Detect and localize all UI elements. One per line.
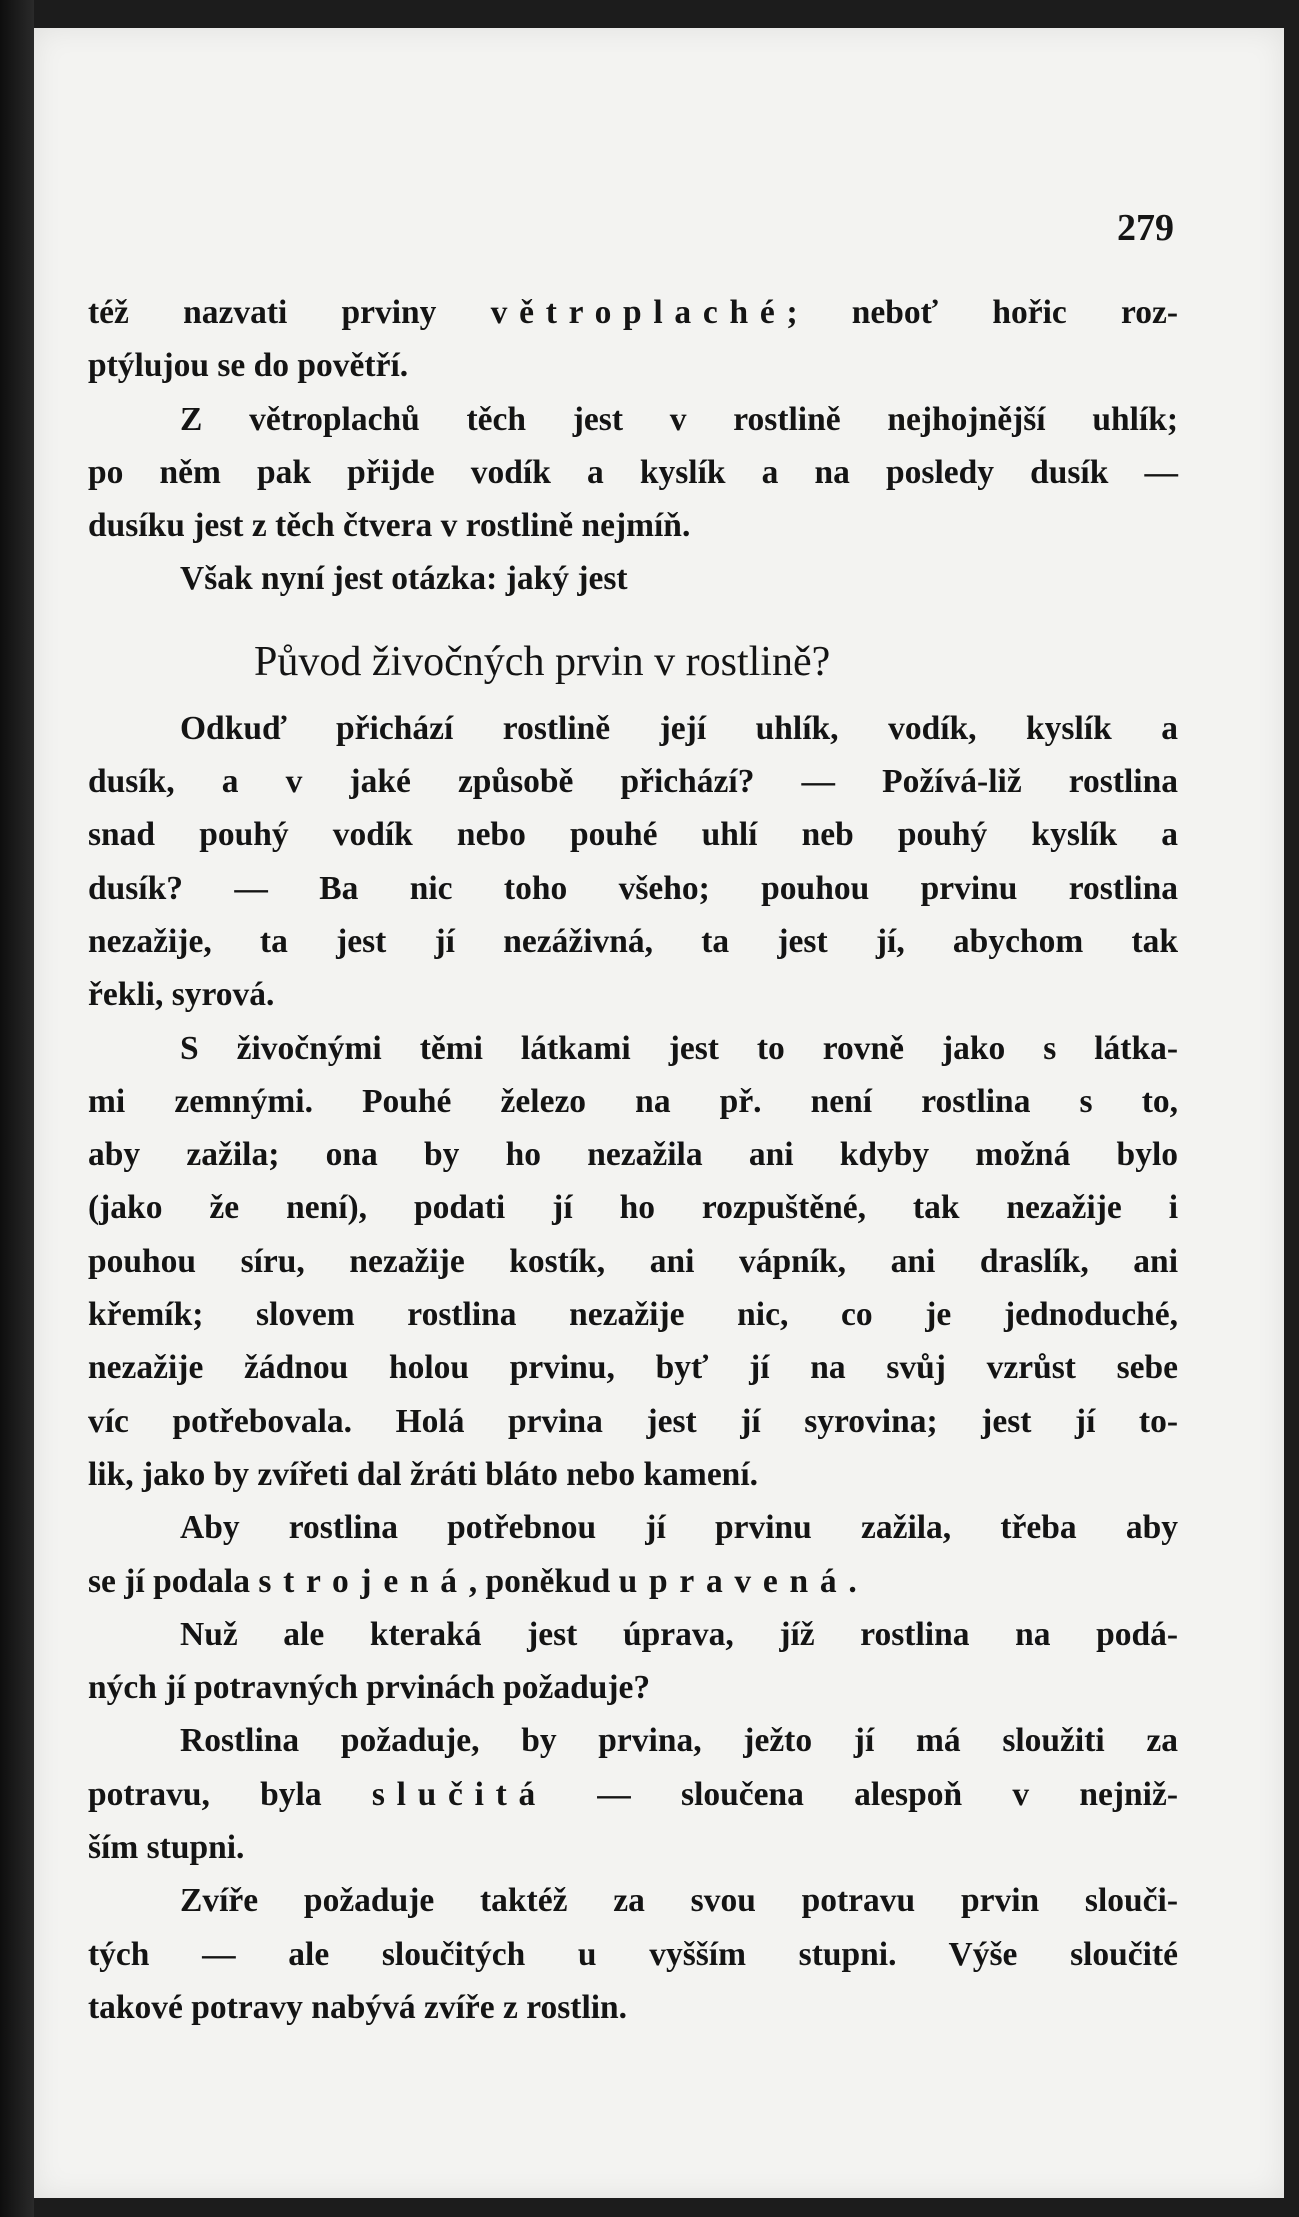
text-segment: se jí podala [88, 1562, 259, 1600]
text-segment: mi zemnými. Pouhé železo na př. není rostlina s to, [88, 1082, 1178, 1120]
text-line [88, 755, 1178, 808]
paragraph [88, 286, 1178, 393]
paragraph [88, 1608, 1178, 1715]
paragraph [88, 702, 1178, 1022]
text-segment: (jako že není), podati jí ho rozpuštěné, tak nezažije i [88, 1189, 1178, 1227]
text-segment: snad pouhý vodík nebo pouhé uhlí neb pouhý kyslík a [88, 816, 1178, 854]
text-line [88, 393, 1178, 446]
text-line [88, 968, 1178, 1021]
text-segment: řekli, syrová. [88, 976, 275, 1014]
text-line [88, 1181, 1178, 1234]
section-heading: Původ živočných prvin v rostlině? [254, 638, 831, 685]
paragraph [88, 1714, 1178, 1874]
text-segment: tých — ale sloučitých u vyšším stupni. Výše sloučité [88, 1935, 1178, 1973]
text-line [88, 1022, 1178, 1075]
paragraphs-before-heading [88, 286, 1178, 606]
text-line [88, 1874, 1178, 1927]
text-segment: aby zažila; ona by ho nezažila ani kdyby možná bylo [88, 1136, 1178, 1174]
text-segment: Z větroplachů těch jest v rostlině nejhojnější uhlík; [180, 400, 1178, 438]
text-segment: . [848, 1562, 857, 1600]
emphasized-word: strojená [258, 1562, 469, 1600]
text-segment: víc potřebovala. Holá prvina jest jí syrovina; jest jí to- [88, 1402, 1178, 1440]
text-segment: též nazvati prviny [88, 294, 491, 331]
text-segment: — sloučena alespoň v nejniž- [547, 1775, 1178, 1813]
text-line [88, 1128, 1178, 1181]
text-line [88, 1448, 1178, 1501]
text-segment: dusíku jest z těch čtvera v rostlině nejmíň. [88, 507, 691, 545]
text-line [88, 1661, 1178, 1714]
paragraph [88, 1022, 1178, 1502]
text-line [88, 1501, 1178, 1554]
text-line [88, 1395, 1178, 1448]
text-segment: lik, jako by zvířeti dal žráti bláto nebo kamení. [88, 1455, 758, 1493]
text-line [88, 1555, 1178, 1608]
text-segment: takové potravy nabývá zvíře z rostlin. [88, 1988, 628, 2026]
text-segment: ším stupni. [88, 1829, 245, 1867]
text-segment: Nuž ale kteraká jest úprava, jíž rostlina na podá- [180, 1615, 1178, 1653]
text-line [88, 1288, 1178, 1341]
text-line [88, 286, 1178, 339]
text-line [88, 1768, 1178, 1821]
book-page [34, 28, 1284, 2198]
text-line [88, 1981, 1178, 2034]
text-line [88, 862, 1178, 915]
text-segment: potravu, byla [88, 1775, 372, 1813]
text-line [88, 1714, 1178, 1767]
text-segment: nezažije, ta jest jí nezáživná, ta jest jí, abychom tak [88, 922, 1178, 960]
text-segment: Zvíře požaduje taktéž za svou potravu prvin slouči- [180, 1882, 1178, 1920]
page-number: 279 [1117, 207, 1174, 249]
text-segment: Rostlina požaduje, by prvina, ježto jí má sloužiti za [180, 1722, 1178, 1760]
text-segment: pouhou síru, nezažije kostík, ani vápník, ani draslík, ani [88, 1242, 1178, 1280]
paragraph [88, 393, 1178, 553]
text-line [88, 1928, 1178, 1981]
text-segment: dusík? — Ba nic toho všeho; pouhou prvinu rostlina [88, 869, 1178, 907]
text-segment: nezažije žádnou holou prvinu, byť jí na svůj vzrůst sebe [88, 1349, 1178, 1387]
text-segment: ných jí potravných prvinách požaduje? [88, 1669, 651, 1707]
emphasized-word: slučitá [371, 1775, 548, 1813]
text-segment: S živočnými těmi látkami jest to rovně jako s látka- [180, 1029, 1178, 1067]
text-line [88, 808, 1178, 861]
text-segment: , poněkud [468, 1562, 619, 1600]
page-text [88, 286, 1178, 2034]
text-segment: dusík, a v jaké způsobě přichází? — Požívá-liž rostlina [88, 763, 1178, 801]
text-segment: po něm pak přijde vodík a kyslík a na posledy dusík — [88, 453, 1178, 491]
text-line [88, 499, 1178, 552]
paragraph [88, 1874, 1178, 2034]
text-line [88, 446, 1178, 499]
emphasized-word: větroplaché [490, 294, 787, 331]
text-segment: ; neboť hořic roz- [786, 294, 1178, 331]
text-line [88, 552, 1178, 605]
text-segment: křemík; slovem rostlina nezažije nic, co je jednoduché, [88, 1296, 1178, 1334]
emphasized-word: upravená [618, 1562, 849, 1600]
paragraph [88, 552, 1178, 605]
text-segment: ptýlujou se do povětří. [88, 347, 409, 385]
text-line [88, 1075, 1178, 1128]
text-segment: Však nyní jest otázka: jaký jest [180, 560, 628, 598]
text-line [88, 702, 1178, 755]
text-line [88, 339, 1178, 392]
text-line [88, 1608, 1178, 1661]
paragraphs-after-heading [88, 702, 1178, 2034]
text-line [88, 1821, 1178, 1874]
text-segment: Aby rostlina potřebnou jí prvinu zažila, třeba aby [180, 1509, 1178, 1547]
text-line [88, 915, 1178, 968]
scan-edge [0, 0, 34, 2217]
text-segment: Odkuď přichází rostlině její uhlík, vodík, kyslík a [180, 709, 1178, 747]
text-line [88, 1341, 1178, 1394]
paragraph [88, 1501, 1178, 1608]
text-line [88, 1235, 1178, 1288]
